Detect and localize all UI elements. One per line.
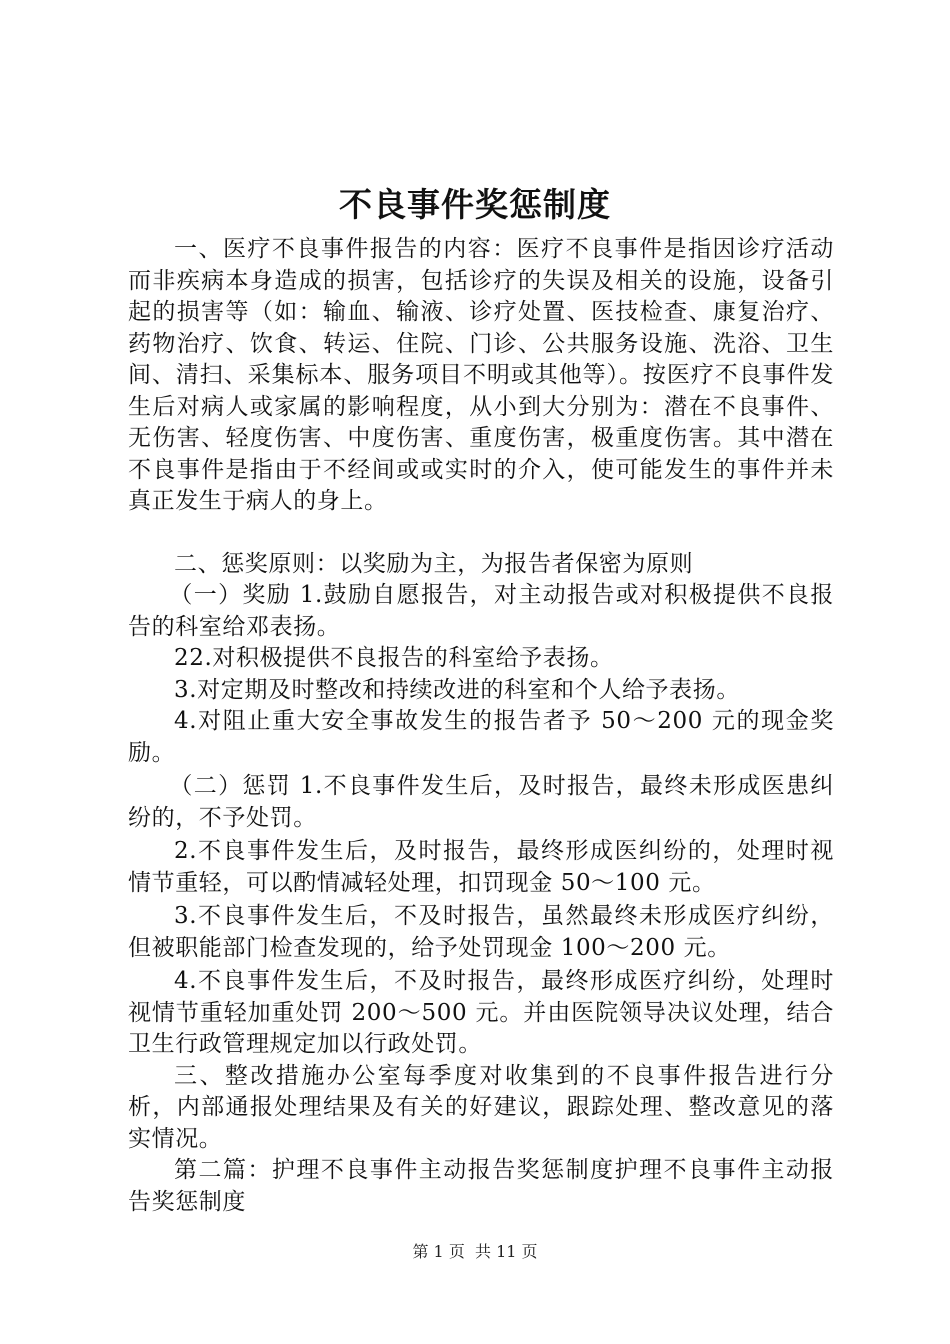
paragraph-reward-item-2: 22.对积极提供不良报告的科室给予表扬。 (174, 645, 614, 671)
paragraph-reward-item-3: 3.对定期及时整改和持续改进的科室和个人给予表扬。 (174, 676, 740, 703)
paragraph-adverse-event-definition: 一、医疗不良事件报告的内容：医疗不良事件是指因诊疗活动而非疾病本身造成的损害，包括诊疗的失误及相关的设施，设备引起的损害等（如：输血、输液、诊疗处置、医技检查、康复治疗、药物治疗、饮食、转运、住院、门诊、公共服务设施、洗浴、卫生间、清扫、采集标本、服务项目不明或其他等）。按医疗不良事件发生后对病人或家属的影响程度，从小到大分别为：潜在不良事件、无伤害、轻度伤害、中度伤害、重度伤害，极重度伤害。其中潜在不良事件是指由于不经间或或实时的介入，使可能发生的事件并未真正发生于病人的身上。 (128, 236, 834, 514)
paragraph-penalty-item-3: 3.不良事件发生后，不及时报告，虽然最终未形成医疗纠纷，但被职能部门检查发现的，给予处罚现金 100～200 元。 (128, 903, 834, 961)
document-title: 不良事件奖惩制度 (339, 185, 611, 224)
paragraph-second-chapter-heading: 第二篇：护理不良事件主动报告奖惩制度护理不良事件主动报告奖惩制度 (128, 1157, 834, 1215)
paragraph-penalty-item-2: 2.不良事件发生后，及时报告，最终形成医纠纷的，处理时视情节重轻，可以酌情减轻处理，扣罚现金 50～100 元。 (128, 838, 834, 896)
paragraph-reward-item-1: （一）奖励 1.鼓励自愿报告，对主动报告或对积极提供不良报告的科室给邓表扬。 (128, 582, 834, 640)
page-footer (0, 1241, 950, 1263)
paragraph-reward-item-4: 4.对阻止重大安全事故发生的报告者予 50～200 元的现金奖励。 (128, 708, 834, 766)
paragraph-penalty-item-1: （二）惩罚 1.不良事件发生后，及时报告，最终未形成医患纠纷的，不予处罚。 (128, 773, 834, 831)
document-body (128, 234, 834, 1218)
page-number-label: 第 1 页 共 11 页 (412, 1242, 538, 1261)
paragraph-rectification-measures: 三、整改措施办公室每季度对收集到的不良事件报告进行分析，内部通报处理结果及有关的好建议，跟踪处理、整改意见的落实情况。 (128, 1062, 834, 1152)
paragraph-penalty-item-4: 4.不良事件发生后，不及时报告，最终形成医疗纠纷，处理时视情节重轻加重处罚 200～500 元。并由医院领导决议处理，结合卫生行政管理规定加以行政处罚。 (128, 968, 834, 1057)
paragraph-reward-principle: 二、惩奖原则：以奖励为主，为报告者保密为原则 (174, 550, 694, 577)
